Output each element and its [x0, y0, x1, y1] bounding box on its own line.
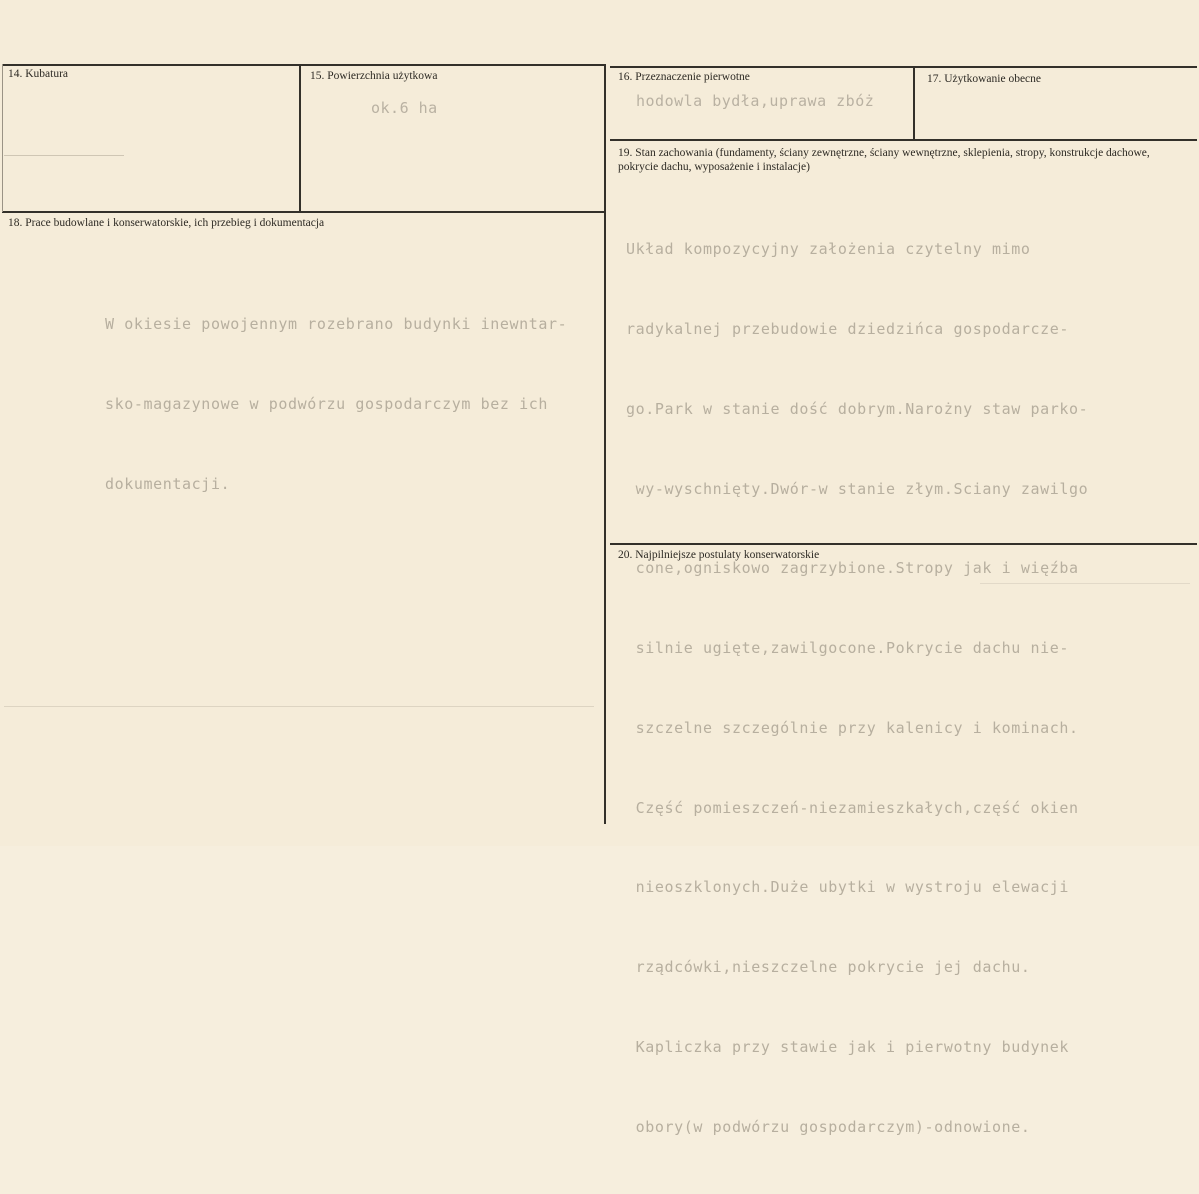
field-18-text — [105, 258, 567, 551]
text-line: Kapliczka przy stawie jak i pierwotny budynek — [626, 1038, 1070, 1056]
field-16-value: hodowla bydła,uprawa zbóż — [636, 92, 875, 110]
field-19-text — [626, 183, 1088, 1194]
text-line: Układ kompozycyjny założenia czytelny mimo — [626, 240, 1031, 259]
text-line: szczelne szczególnie przy kalenicy i kominach. — [626, 718, 1079, 737]
rule-above-18 — [2, 211, 604, 213]
field-15-value: ok.6 ha — [371, 99, 438, 117]
text-line: nieoszklonych.Duże ubytki w wystroju elewacji — [626, 878, 1070, 897]
field-16-label: 16. Przeznaczenie pierwotne — [618, 71, 750, 83]
text-line: go.Park w stanie dość dobrym.Narożny staw parko- — [626, 399, 1089, 418]
text-line: radykalnej przebudowie dziedzińca gospodarcze- — [626, 319, 1070, 338]
scan-streak — [4, 155, 124, 156]
scan-streak — [4, 706, 594, 707]
rule-above-19 — [610, 139, 1197, 141]
field-15-label: 15. Powierzchnia użytkowa — [310, 70, 438, 82]
text-line: wy-wyschnięty.Dwór-w stanie złym.Sciany zawilgo — [626, 479, 1089, 498]
top-rule-left — [2, 64, 604, 66]
divider-16-17 — [913, 66, 915, 140]
top-rule-right — [610, 66, 1197, 68]
text-line: cone,ogniskowo zagrzybione.Stropy jak i więźba — [626, 559, 1079, 578]
field-14-label: 14. Kubatura — [8, 68, 69, 80]
field-18-label: 18. Prace budowlane i konserwatorskie, ich przebieg i dokumentacja — [8, 217, 325, 229]
text-line: obory(w podwórzu gospodarczym)-odnowione. — [626, 1117, 1031, 1136]
text-line: rządcówki,nieszczelne pokrycie jej dachu. — [626, 958, 1031, 977]
center-divider — [604, 64, 606, 824]
divider-14-15 — [299, 64, 301, 212]
text-line: Część pomieszczeń-niezamieszkałych,część okien — [626, 798, 1079, 817]
left-edge — [2, 64, 3, 212]
field-19-label: 19. Stan zachowania (fundamenty, ściany zewnętrzne, ściany wewnętrzne, sklepienia, stropy, konstrukcje dachowe, pokrycie dachu, wyposażenie i instalacje) — [618, 147, 1150, 173]
text-line: sko-magazynowe w podwórzu gospodarczym bez ich — [105, 394, 549, 413]
field-17-label: 17. Użytkowanie obecne — [927, 73, 1042, 85]
text-line: silnie ugięte,zawilgocone.Pokrycie dachu nie- — [626, 639, 1070, 658]
text-line: W okiesie powojennym rozebrano budynki inewntar- — [105, 315, 568, 334]
text-line: dokumentacji. — [105, 474, 231, 493]
field-20-label: 20. Najpilniejsze postulaty konserwatorskie — [618, 549, 820, 561]
